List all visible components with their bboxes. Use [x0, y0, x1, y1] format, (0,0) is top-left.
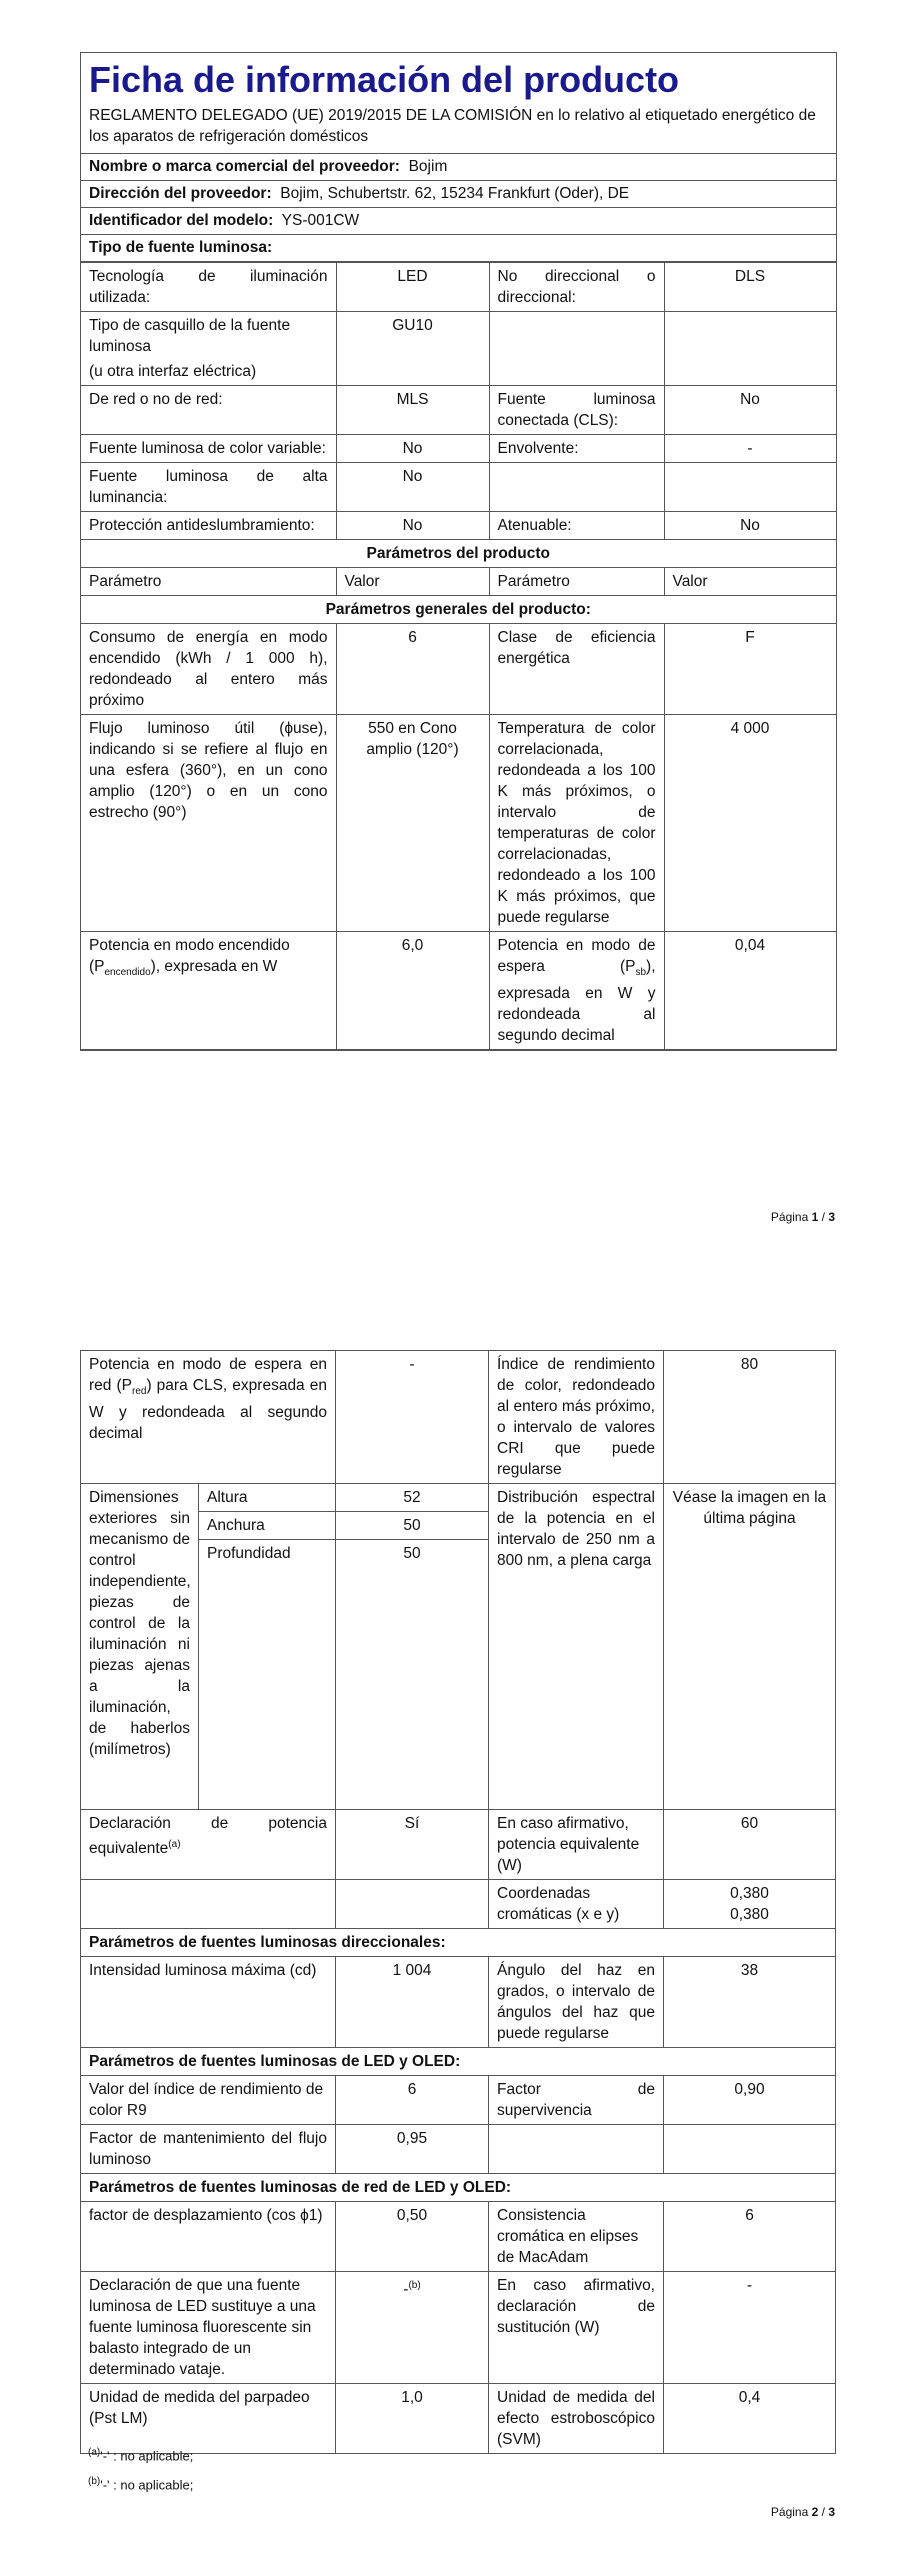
height-value: 52: [336, 1484, 489, 1512]
product-params-heading: Parámetros del producto: [81, 540, 836, 568]
param-cell: Tecnología de iluminación utilizada:: [81, 263, 336, 312]
mains-led-section-heading: Parámetros de fuentes luminosas de red de LED y OLED:: [81, 2174, 836, 2202]
value-cell: [336, 2272, 489, 2384]
equivalent-power-label: Declaración de potencia equivalente: [89, 1815, 327, 1858]
net-standby-label: Potencia en modo de espera en red (P: [89, 1356, 327, 1394]
page-num: 1: [811, 1210, 819, 1224]
page-number: Página 2 / 3: [770, 2505, 835, 2519]
table-row: [81, 624, 836, 715]
param-cell: Envolvente:: [489, 435, 664, 463]
chroma-y-value: 0,380: [730, 1906, 769, 1923]
width-value: 50: [336, 1512, 489, 1540]
table-row: [81, 386, 836, 435]
param-cell: [489, 932, 664, 1050]
page-number: Página 1 / 3: [770, 1210, 835, 1224]
value-cell: 6: [664, 2202, 836, 2272]
param-text: Tipo de casquillo de la fuente luminosa: [89, 317, 291, 355]
param-cell: Coordenadas cromáticas (x e y): [489, 1880, 664, 1929]
param-cell: Unidad de medida del parpadeo (Pst LM): [81, 2384, 336, 2454]
footnote-b-mark: (b): [88, 2476, 101, 2488]
value-cell: 0,4: [664, 2384, 836, 2454]
table-row: [81, 2048, 836, 2076]
width-label: Anchura: [199, 1512, 336, 1540]
value-cell: 60: [664, 1810, 836, 1880]
directional-section-heading: Parámetros de fuentes luminosas direccionales:: [81, 1929, 836, 1957]
table-row: [81, 2202, 836, 2272]
value-cell: [664, 1880, 836, 1929]
table-row: [81, 512, 836, 540]
page-title: Ficha de información del producto: [89, 59, 680, 100]
table-row: [81, 463, 836, 512]
value-cell: 4 000: [664, 715, 836, 932]
column-header: Parámetro: [489, 568, 664, 596]
param-cell: [489, 463, 664, 512]
value-cell: -: [664, 435, 836, 463]
empty-cell: [664, 2125, 836, 2174]
page-total: 3: [828, 2505, 835, 2519]
param-cell: Unidad de medida del efecto estroboscópico (SVM): [489, 2384, 664, 2454]
param-cell: Atenuable:: [489, 512, 664, 540]
value-cell: No: [336, 512, 489, 540]
supplier-row: [81, 154, 836, 181]
param-cell: Factor de supervivencia: [489, 2076, 664, 2125]
param-cell: Declaración de que una fuente luminosa de LED sustituye a una fuente luminosa fluorescente sin balasto integrado de un determinado vataje.: [81, 2272, 336, 2384]
product-table-page1: [81, 262, 837, 1050]
table-row: [81, 435, 836, 463]
param-cell: Valor del índice de rendimiento de color R9: [81, 2076, 336, 2125]
supplier-value: Bojim: [408, 158, 448, 175]
value-cell: 0,95: [336, 2125, 489, 2174]
value-cell: No: [336, 435, 489, 463]
page-total: 3: [828, 1210, 835, 1224]
value-cell: LED: [336, 263, 489, 312]
empty-cell: [489, 2125, 664, 2174]
value-cell: GU10: [336, 312, 489, 386]
model-label: Identificador del modelo:: [89, 212, 274, 229]
power-on-label-end: ), expresada en W: [150, 958, 278, 975]
regulation-subtitle: REGLAMENTO DELEGADO (UE) 2019/2015 DE LA COMISIÓN en lo relativo al etiquetado energético de los aparatos de refrigeración domésticos: [81, 105, 836, 154]
address-label: Dirección del proveedor:: [89, 185, 272, 202]
param-cell: En caso afirmativo, declaración de sustitución (W): [489, 2272, 664, 2384]
value-cell: No: [664, 386, 836, 435]
footnote-b-text: '-' : no aplicable;: [100, 2477, 194, 2493]
net-standby-label-end: ) para CLS, expresada en W y redondeada al segundo decimal: [89, 1377, 327, 1443]
table-row: [81, 540, 836, 568]
model-value: YS-001CW: [281, 212, 360, 229]
net-standby-subscript: red: [131, 1386, 147, 1398]
page-num: 2: [811, 2505, 819, 2519]
product-table-page2: [80, 1350, 836, 2454]
value-cell: [664, 312, 836, 386]
table-row: [81, 1929, 836, 1957]
param-cell: Consistencia cromática en elipses de MacAdam: [489, 2202, 664, 2272]
value-cell: 80: [664, 1351, 836, 1484]
value-cell: 0,04: [664, 932, 836, 1050]
light-source-type-label: Tipo de fuente luminosa:: [89, 239, 273, 256]
value-cell: -: [336, 1351, 489, 1484]
table-row: [81, 2076, 836, 2125]
table-row: [81, 596, 836, 624]
param-cell: [81, 1810, 336, 1880]
param-cell: De red o no de red:: [81, 386, 336, 435]
param-cell: [81, 312, 336, 386]
param-cell: [81, 932, 336, 1050]
value-cell: 0,90: [664, 2076, 836, 2125]
value-cell: DLS: [664, 263, 836, 312]
table-row: [81, 2272, 836, 2384]
table-row: [81, 1957, 836, 2048]
table-row: [81, 2384, 836, 2454]
table-row: [81, 263, 836, 312]
table-header-row: [81, 568, 836, 596]
spd-label: Distribución espectral de la potencia en el intervalo de 250 nm a 800 nm, a plena carga: [489, 1484, 664, 1810]
empty-cell: [81, 1880, 336, 1929]
table-row: [81, 1810, 836, 1880]
param-cell: Flujo luminoso útil (ϕuse), indicando si se refiere al flujo en una esfera (360°), en un cono amplio (120°) o en un cono estrecho (90°): [81, 715, 336, 932]
chroma-x-value: 0,380: [730, 1885, 769, 1902]
column-header: Valor: [336, 568, 489, 596]
param-cell: Fuente luminosa de color variable:: [81, 435, 336, 463]
value-cell: No: [336, 463, 489, 512]
standby-label-end: ), expresada en W y redondeada al segundo decimal: [497, 958, 656, 1045]
column-header: Valor: [664, 568, 836, 596]
param-cell: Clase de eficiencia energética: [489, 624, 664, 715]
page-label: Página: [770, 1210, 809, 1224]
address-row: [81, 181, 836, 208]
param-note: (u otra interfaz eléctrica): [89, 363, 257, 380]
param-cell: Intensidad luminosa máxima (cd): [81, 1957, 336, 2048]
footnote-a-mark: (a): [88, 2447, 101, 2458]
param-cell: [489, 312, 664, 386]
value-cell: 6: [336, 2076, 489, 2125]
power-on-subscript: encendido: [104, 967, 151, 979]
depth-label: Profundidad: [199, 1540, 336, 1810]
param-cell: Índice de rendimiento de color, redondeado al entero más próximo, o intervalo de valores CRI que puede regularse: [489, 1351, 664, 1484]
value-cell: Sí: [336, 1810, 489, 1880]
value-cell: -: [664, 2272, 836, 2384]
value-cell: MLS: [336, 386, 489, 435]
value-cell: [664, 463, 836, 512]
table-row: [81, 2125, 836, 2174]
table-row: [81, 312, 836, 386]
standby-label: Potencia en modo de espera (P: [497, 937, 656, 975]
page-2: [0, 1300, 905, 2560]
address-value: Bojim, Schubertstr. 62, 15234 Frankfurt (Oder), DE: [280, 185, 630, 202]
power-on-label: Potencia en modo encendido (P: [89, 937, 290, 975]
footnote-a: [88, 2440, 193, 2469]
param-cell: Protección antideslumbramiento:: [81, 512, 336, 540]
light-source-type-heading: [81, 235, 836, 262]
param-cell: factor de desplazamiento (cos ϕ1): [81, 2202, 336, 2272]
standby-subscript: sb: [635, 967, 647, 979]
height-label: Altura: [199, 1484, 336, 1512]
value-cell: 550 en Cono amplio (120°): [336, 715, 489, 932]
value-cell: F: [664, 624, 836, 715]
param-cell: Temperatura de color correlacionada, redondeada a los 100 K más próximos, o intervalo de temperaturas de color correlacionadas, redondeado a los 100 K más próximos, que puede regularse: [489, 715, 664, 932]
empty-cell: [336, 1880, 489, 1929]
table-row: [81, 1880, 836, 1929]
value-cell: 1,0: [336, 2384, 489, 2454]
footnote-b: [88, 2469, 193, 2498]
param-cell: Consumo de energía en modo encendido (kWh / 1 000 h), redondeado al entero más próximo: [81, 624, 336, 715]
table-row: [81, 2174, 836, 2202]
table-row: [81, 932, 836, 1050]
product-info-sheet-continued: [80, 1350, 835, 2454]
page-label: Página: [770, 2505, 809, 2519]
model-row: [81, 208, 836, 235]
param-cell: Factor de mantenimiento del flujo luminoso: [81, 2125, 336, 2174]
param-cell: No direccional o direccional:: [489, 263, 664, 312]
table-row: [81, 715, 836, 932]
footnote-a-text: '-' : no aplicable;: [100, 2448, 194, 2464]
replace-value: -: [403, 2281, 409, 2299]
led-section-heading: Parámetros de fuentes luminosas de LED y OLED:: [81, 2048, 836, 2076]
dimensions-label: Dimensiones exteriores sin mecanismo de control independiente, piezas de control de la iluminación ni piezas ajenas a la iluminación, de haberlos (milímetros): [81, 1484, 199, 1810]
depth-value: 50: [336, 1540, 489, 1810]
value-cell: No: [664, 512, 836, 540]
param-cell: Fuente luminosa conectada (CLS):: [489, 386, 664, 435]
page-1: [0, 0, 905, 1260]
param-cell: Fuente luminosa de alta luminancia:: [81, 463, 336, 512]
param-cell: En caso afirmativo, potencia equivalente (W): [489, 1810, 664, 1880]
footnote-ref-b: (b): [408, 2280, 421, 2291]
general-params-heading: Parámetros generales del producto:: [81, 596, 836, 624]
value-cell: 1 004: [336, 1957, 489, 2048]
footnotes: [88, 2440, 193, 2499]
value-cell: 38: [664, 1957, 836, 2048]
param-cell: Ángulo del haz en grados, o intervalo de ángulos del haz que puede regularse: [489, 1957, 664, 2048]
footnote-ref-a: (a): [168, 1839, 181, 1850]
spd-value: Véase la imagen en la última página: [664, 1484, 836, 1810]
supplier-label: Nombre o marca comercial del proveedor:: [89, 158, 400, 175]
value-cell: 6: [336, 624, 489, 715]
column-header: Parámetro: [81, 568, 336, 596]
value-cell: 0,50: [336, 2202, 489, 2272]
product-info-sheet: [80, 52, 837, 1051]
table-row: [81, 1484, 836, 1512]
table-row: [81, 1351, 836, 1484]
value-cell: 6,0: [336, 932, 489, 1050]
param-cell: [81, 1351, 336, 1484]
